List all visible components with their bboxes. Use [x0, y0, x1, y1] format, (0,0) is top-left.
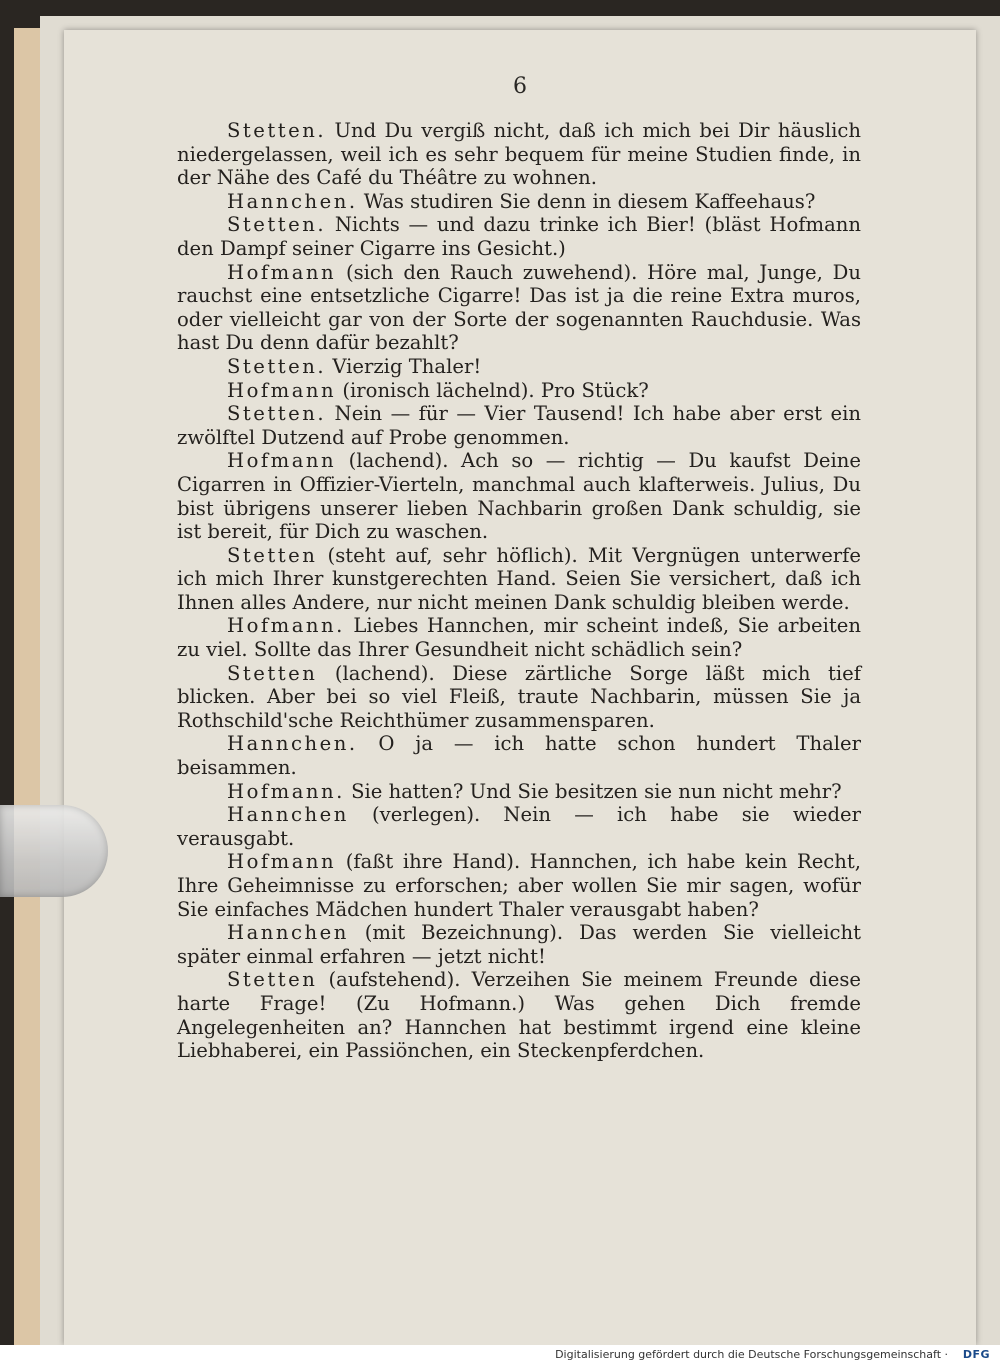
paragraph — [177, 850, 861, 921]
paragraph — [177, 449, 861, 543]
paragraph — [177, 261, 861, 355]
dialogue-text: (steht auf, sehr höflich). Mit Vergnügen unterwerfe ich mich Ihrer kunstgerechten Hand. Seien Sie versichert, daß ich Ihnen alles Andere, nur nicht meinen Dank schuldig bleiben werde. — [177, 543, 861, 614]
speaker-name: Hofmann — [227, 378, 337, 402]
speaker-name: Stetten. — [227, 119, 327, 142]
speaker-name: Hannchen. — [227, 732, 358, 756]
paragraph — [177, 402, 861, 449]
dialogue-text: (sich den Rauch zuwehend). Höre mal, Junge, Du rauchst eine entsetzliche Cigarre! Das ist ja die reine Extra muros, oder vielleicht gar von der Sorte der sogenannten Rauchdusie. Was hast Du denn dafür bezahlt? — [177, 260, 861, 355]
page-body-text — [177, 119, 861, 1063]
speaker-name: Hofmann. — [227, 779, 345, 803]
book-page — [64, 30, 976, 1345]
dialogue-text: O ja — ich hatte schon hundert Thaler beisammen. — [177, 732, 861, 780]
dialogue-text: Was studiren Sie denn in diesem Kaffeehaus? — [357, 189, 816, 213]
paragraph — [177, 355, 861, 379]
speaker-name: Stetten — [227, 543, 318, 567]
paragraph — [177, 213, 861, 260]
speaker-name: Hannchen — [227, 921, 349, 945]
speaker-name: Hannchen. — [227, 189, 358, 213]
dialogue-text: Liebes Hannchen, mir scheint indeß, Sie arbeiten zu viel. Sollte das Ihrer Gesundheit nicht schädlich sein? — [177, 614, 861, 662]
dfg-logo: DFG — [962, 1348, 990, 1361]
dialogue-text: (mit Bezeichnung). Das werden Sie vielleicht später einmal erfahren — jetzt nicht! — [177, 921, 861, 968]
paragraph — [177, 780, 861, 804]
dialogue-text: Und Du vergiß nicht, daß ich mich bei Dir häuslich niedergelassen, weil ich es sehr bequem für meine Studien finde, in der Nähe des Café du Théâtre zu wohnen. — [177, 119, 861, 190]
dialogue-text: (ironisch lächelnd). Pro Stück? — [336, 378, 649, 402]
dialogue-text: Nein — für — Vier Tausend! Ich habe aber erst ein zwölftel Dutzend auf Probe genommen. — [177, 402, 861, 449]
dialogue-text: (faßt ihre Hand). Hannchen, ich habe kein Recht, Ihre Geheimnisse zu erforschen; aber wollen Sie mir sagen, wofür Sie einfaches Mädchen hundert Thaler verausgabt haben? — [177, 850, 861, 921]
paragraph — [177, 190, 861, 214]
dialogue-text: Vierzig Thaler! — [326, 354, 482, 378]
paragraph — [177, 732, 861, 779]
speaker-name: Hofmann — [227, 850, 337, 874]
paragraph — [177, 968, 861, 1062]
speaker-name: Stetten. — [227, 213, 327, 237]
speaker-name: Stetten — [227, 661, 318, 685]
speaker-name: Stetten — [227, 968, 318, 992]
dialogue-text: (aufstehend). Verzeihen Sie meinem Freunde diese harte Frage! (Zu Hofmann.) Was gehen Dich fremde Angelegenheiten an? Hannchen hat bestimmt irgend eine kleine Liebhaberei, ein Passiönchen, ein Steckenpferdchen. — [177, 968, 861, 1063]
speaker-name: Hofmann — [227, 260, 337, 284]
dialogue-text: Sie hatten? Und Sie besitzen sie nun nicht mehr? — [344, 779, 842, 803]
footer-credit: Digitalisierung gefördert durch die Deutsche Forschungsgemeinschaft · — [555, 1348, 948, 1361]
dialogue-text: (lachend). Diese zärtliche Sorge läßt mich tief blicken. Aber bei so viel Fleiß, traute Nachbarin, müssen Sie ja Rothschild'sche Reichthümer zusammensparen. — [177, 661, 861, 732]
speaker-name: Hofmann. — [227, 614, 345, 638]
paragraph — [177, 803, 861, 850]
speaker-name: Hannchen — [227, 803, 349, 827]
dialogue-text: Nichts — und dazu trinke ich Bier! (bläst Hofmann den Dampf seiner Cigarre ins Gesicht.) — [177, 213, 861, 260]
paragraph — [177, 662, 861, 733]
dialogue-text: (verlegen). Nein — ich habe sie wieder verausgabt. — [177, 803, 861, 850]
dialogue-text: (lachend). Ach so — richtig — Du kaufst Deine Cigarren in Offizier-Vierteln, manchmal auch klafterweis. Julius, Du bist übrigens unserer lieben Nachbarin großen Dank schuldig, sie ist bereit, für Dich zu waschen. — [177, 449, 861, 544]
paragraph — [177, 544, 861, 615]
page-number: 6 — [513, 74, 527, 99]
speaker-name: Stetten. — [227, 354, 327, 378]
paragraph — [177, 614, 861, 661]
paragraph — [177, 921, 861, 968]
speaker-name: Stetten. — [227, 402, 327, 426]
page-clip — [0, 805, 108, 897]
paragraph — [177, 379, 861, 403]
speaker-name: Hofmann — [227, 449, 337, 473]
paragraph — [177, 119, 861, 190]
